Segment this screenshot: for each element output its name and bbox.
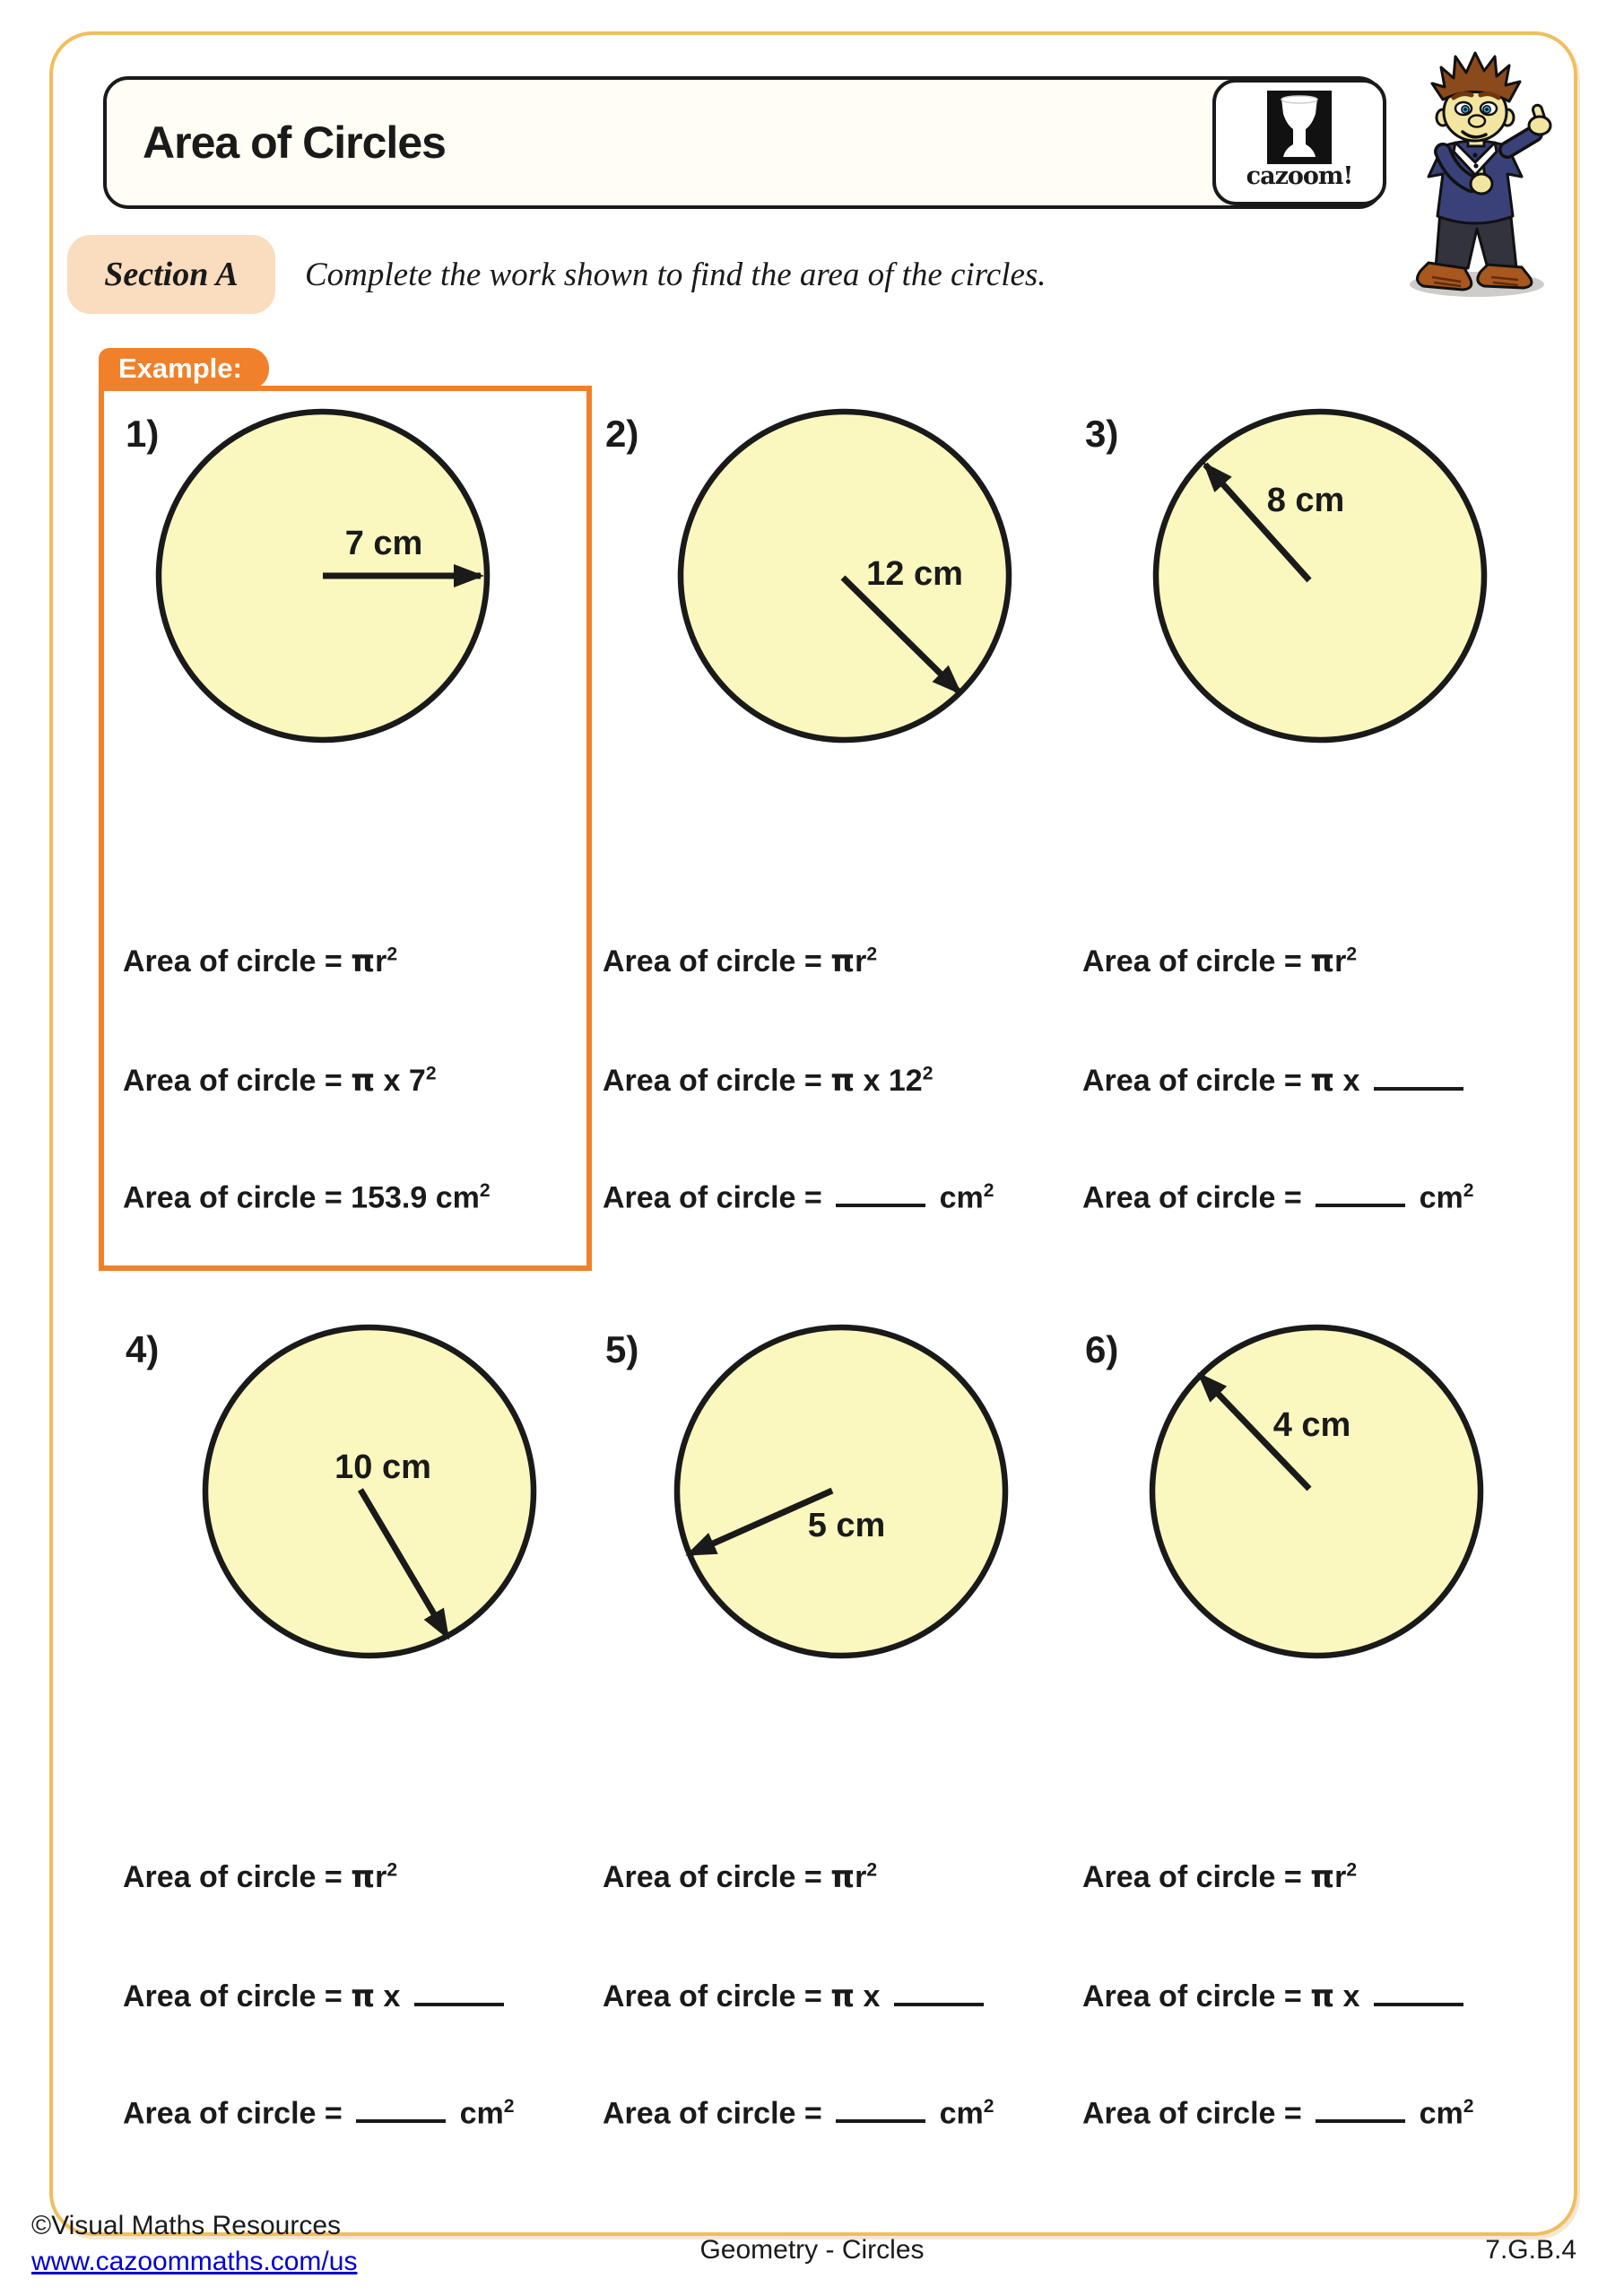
- radius-label: 5 cm: [807, 1507, 886, 1544]
- circle-figure: [1150, 405, 1490, 751]
- equation-formula: Area of circle = $\pi r^2$: [123, 944, 398, 979]
- circle-figure: [199, 1321, 540, 1666]
- logo-wordmark: cazoom!: [1246, 162, 1353, 190]
- equation-substitution: Area of circle = π x: [123, 1979, 509, 2014]
- radius-label: 8 cm: [1266, 482, 1345, 519]
- radius-label: 7 cm: [344, 525, 423, 562]
- circle-figure: [674, 405, 1015, 751]
- answer-blank: [1316, 1204, 1405, 1207]
- problem-number: 5): [605, 1328, 639, 1370]
- equation-answer: Area of circle = $cm^2$: [603, 2096, 994, 2131]
- page-title: Area of Circles: [143, 117, 446, 168]
- answer-blank: [894, 2003, 984, 2006]
- problem-cell: [578, 1321, 1058, 2187]
- cazoom-logo: [1212, 79, 1386, 205]
- mascot-nose: [1469, 116, 1485, 127]
- equation-substitution: Area of circle = π x $7^2$: [123, 1063, 437, 1099]
- equation-formula: Area of circle = $\pi r^2$: [603, 1859, 878, 1895]
- problem-cell: [1058, 1321, 1538, 2187]
- website-link[interactable]: www.cazoommaths.com/us: [31, 2247, 358, 2276]
- copyright-text: ©Visual Maths Resources: [31, 2211, 342, 2240]
- mascot-right-hand: [1529, 117, 1550, 135]
- equation-substitution: Area of circle = π x $12^2$: [603, 1063, 934, 1099]
- radius-label: 4 cm: [1272, 1406, 1351, 1444]
- example-badge: Example:: [99, 348, 269, 389]
- radius-label: 10 cm: [334, 1448, 431, 1486]
- circle-shape: [205, 1327, 534, 1656]
- answer-blank: [836, 2119, 925, 2123]
- circle-figure: [152, 405, 493, 751]
- equation-substitution: Area of circle = π x: [1082, 1979, 1469, 2014]
- problem-number: 1): [126, 413, 160, 455]
- section-a-badge: [67, 235, 275, 314]
- radius-label: 12 cm: [866, 555, 963, 593]
- mascot-left-hand: [1471, 174, 1492, 194]
- equation-formula: Area of circle = $\pi r^2$: [603, 944, 878, 979]
- equation-substitution: Area of circle = π x: [1082, 1063, 1469, 1099]
- problem-cell: [1058, 405, 1538, 1271]
- problem-cell: [99, 1321, 578, 2187]
- equation-formula: Area of circle = $\pi r^2$: [1082, 944, 1358, 979]
- equation-answer: Area of circle = $cm^2$: [1082, 1180, 1474, 1215]
- problem-cell: [99, 405, 578, 1271]
- footer-standard-code: 7.G.B.4: [1485, 2235, 1576, 2265]
- equation-formula: Area of circle = $\pi r^2$: [1082, 1859, 1358, 1895]
- problem-number: 4): [126, 1328, 160, 1370]
- problem-number: 3): [1085, 413, 1119, 455]
- answer-blank: [414, 2003, 504, 2006]
- equation-formula: Area of circle = $\pi r^2$: [123, 1859, 398, 1895]
- equation-answer: Area of circle = $cm^2$: [123, 2096, 515, 2131]
- problem-number: 6): [1085, 1328, 1119, 1370]
- circle-shape: [1156, 412, 1484, 740]
- answer-blank: [1316, 2119, 1405, 2123]
- answer-blank: [1374, 1087, 1463, 1091]
- footer-topic: Geometry - Circles: [699, 2235, 925, 2265]
- equation-substitution: Area of circle = π x: [603, 1979, 989, 2014]
- circle-figure: [671, 1321, 1012, 1666]
- equation-answer: Area of circle = $cm^2$: [1082, 2096, 1474, 2131]
- answer-blank: [836, 1204, 925, 1207]
- section-label: Section A: [104, 256, 239, 293]
- mascot-character: [1385, 40, 1565, 300]
- title-bar: [103, 76, 1384, 209]
- answer-blank: [356, 2119, 446, 2123]
- section-instruction: Complete the work shown to find the area of the circles.: [305, 257, 1046, 293]
- equation-answer: Area of circle = 153.9 $cm^2$: [123, 1180, 491, 1215]
- circle-figure: [1146, 1321, 1487, 1666]
- mascot-left-shoe: [1417, 263, 1471, 290]
- equation-answer: Area of circle = $cm^2$: [603, 1180, 994, 1215]
- problem-cell: [578, 405, 1058, 1271]
- drum-icon: [1267, 91, 1332, 164]
- problem-number: 2): [605, 413, 639, 455]
- answer-blank: [1374, 2003, 1463, 2006]
- circle-shape: [677, 1327, 1005, 1656]
